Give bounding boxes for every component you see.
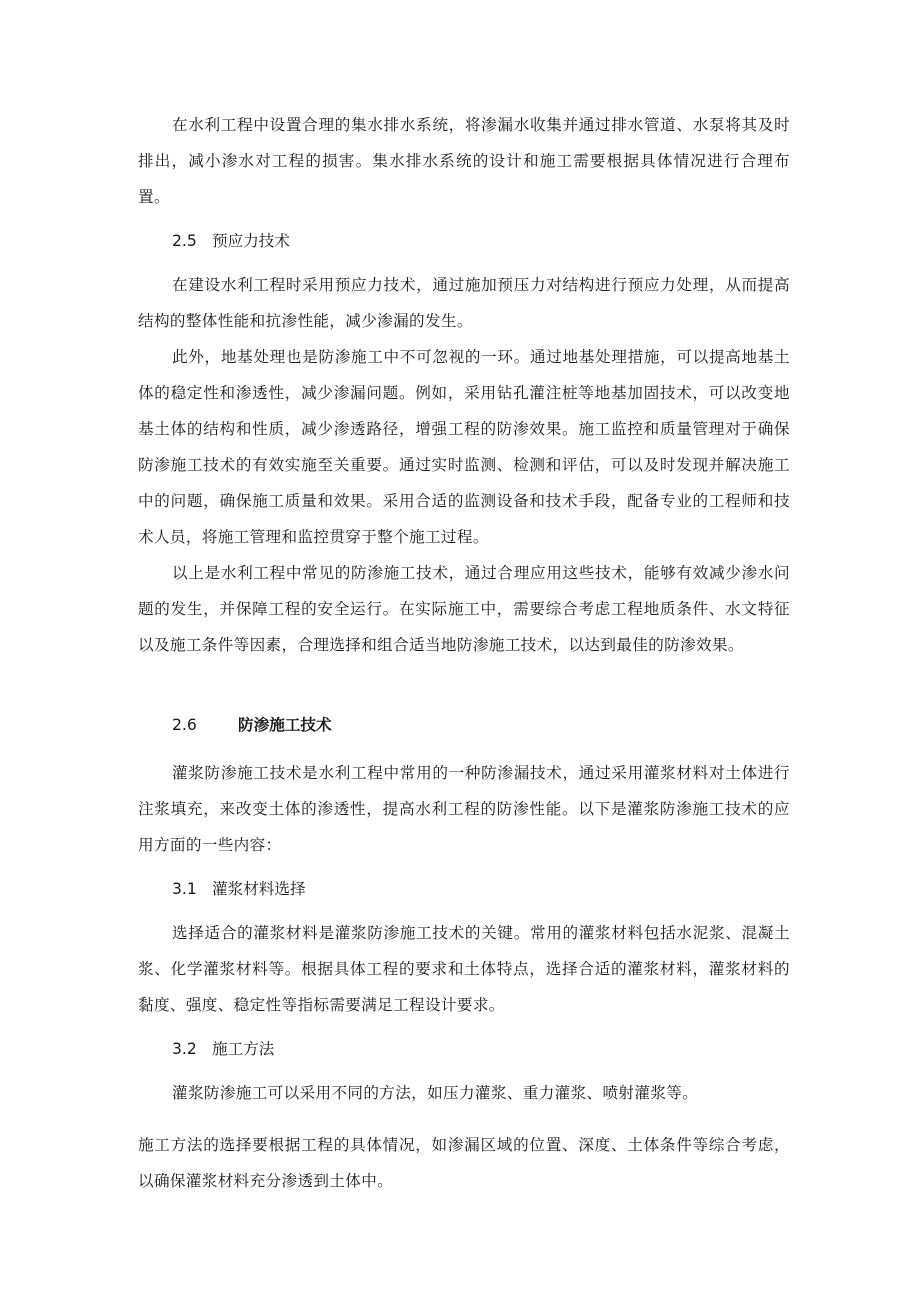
section-number: 2.6: [172, 716, 197, 734]
paragraph-method-selection: 施工方法的选择要根据工程的具体情况，如渗漏区域的位置、深度、土体条件等综合考虑，以确保灌浆材料充分渗透到土体中。: [138, 1136, 790, 1190]
section-heading-3-2: [172, 1037, 274, 1061]
section-title: 防渗施工技术: [238, 716, 332, 734]
section-title: 施工方法: [212, 1040, 275, 1058]
paragraph-foundation-treatment: 此外，地基处理也是防渗施工中不可忽视的一环。通过地基处理措施，可以提高地基土体的稳定性和渗透性，减少渗漏问题。例如，采用钻孔灌注桩等地基加固技术，可以改变地基土体的结构和性质，减少渗透路径，增强工程的防渗效果。施工监控和质量管理对于确保防渗施工技术的有效实施至关重要。通过实时监测、检测和评估，可以及时发现并解决施工中的问题，确保施工质量和效果。采用合适的监测设备和技术手段，配备专业的工程师和技术人员，将施工管理和监控贯穿于整个施工过程。: [138, 348, 790, 546]
paragraph-grouting-intro: 灌浆防渗施工技术是水利工程中常用的一种防渗漏技术，通过采用灌浆材料对土体进行注浆填充，来改变土体的渗透性，提高水利工程的防渗性能。以下是灌浆防渗施工技术的应用方面的一些内容：: [138, 764, 790, 854]
section-number: 3.2: [172, 1040, 197, 1058]
section-heading-2-5: [172, 229, 290, 253]
section-title: 灌浆材料选择: [212, 880, 306, 898]
section-heading-3-1: [172, 877, 306, 901]
section-title: 预应力技术: [212, 232, 290, 250]
paragraph-summary: 以上是水利工程中常见的防渗施工技术，通过合理应用这些技术，能够有效减少渗水问题的发生，并保障工程的安全运行。在实际施工中，需要综合考虑工程地质条件、水文特征以及施工条件等因素，合理选择和组合适当地防渗施工技术，以达到最佳的防渗效果。: [138, 564, 790, 654]
paragraph-prestress: 在建设水利工程时采用预应力技术，通过施加预压力对结构进行预应力处理，从而提高结构的整体性能和抗渗性能，减少渗漏的发生。: [138, 276, 790, 330]
section-number: 3.1: [172, 880, 197, 898]
section-heading-2-6: [172, 713, 332, 737]
paragraph-construction-methods: 灌浆防渗施工可以采用不同的方法，如压力灌浆、重力灌浆、喷射灌浆等。: [172, 1084, 699, 1102]
section-number: 2.5: [172, 232, 197, 250]
paragraph-grouting-material: 选择适合的灌浆材料是灌浆防渗施工技术的关键。常用的灌浆材料包括水泥浆、混凝土浆、化学灌浆材料等。根据具体工程的要求和土体特点，选择合适的灌浆材料，灌浆材料的黏度、强度、稳定性等指标需要满足工程设计要求。: [138, 924, 790, 1014]
paragraph-drainage-system: 在水利工程中设置合理的集水排水系统，将渗漏水收集并通过排水管道、水泵将其及时排出，减小渗水对工程的损害。集水排水系统的设计和施工需要根据具体情况进行合理布置。: [138, 116, 790, 206]
